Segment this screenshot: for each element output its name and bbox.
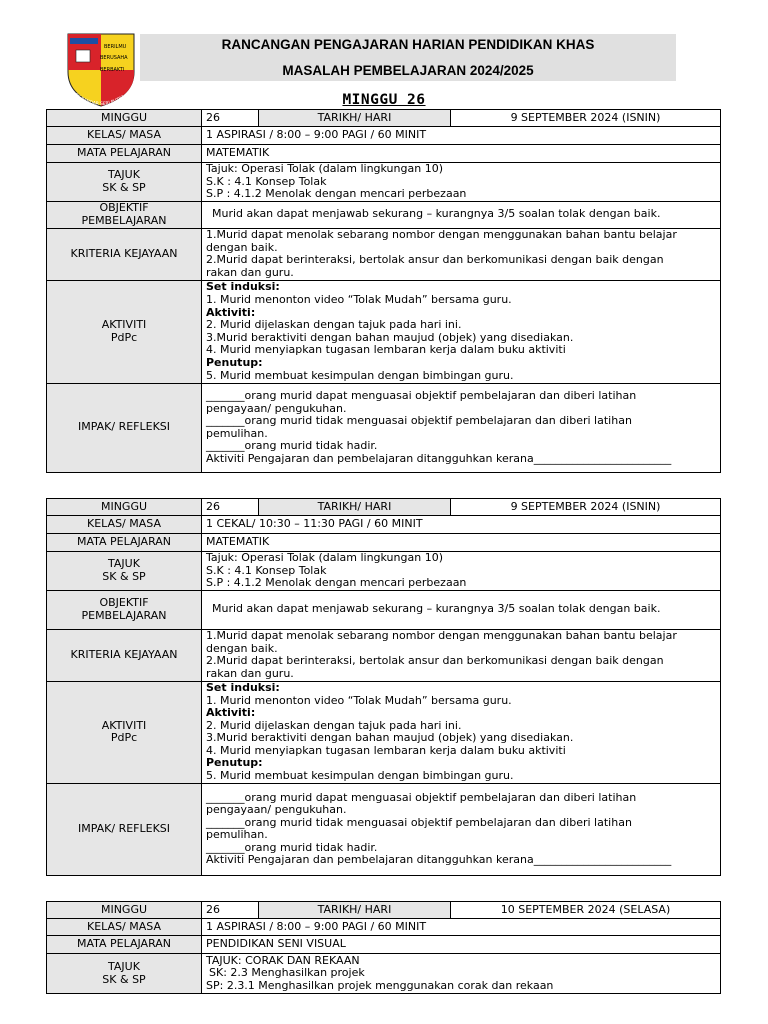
impak-label: IMPAK/ REFLEKSI bbox=[47, 383, 202, 472]
tajuk-value: Tajuk: Operasi Tolak (dalam lingkungan 10) S.K : 4.1 Konsep Tolak S.P : 4.1.2 Menolak dengan mencari perbezaan bbox=[202, 163, 721, 202]
impak-label: IMPAK/ REFLEKSI bbox=[47, 783, 202, 875]
kelas-label: KELAS/ MASA bbox=[47, 516, 202, 534]
impak-value: _______orang murid dapat menguasai objektif pembelajaran dan diberi latihan pengayaan/ pengukuhan. _______orang murid tidak menguasai objektif pembelajaran dan diberi latihan pemulihan. _______orang murid tidak hadir. Aktiviti Pengajaran dan pembelajaran ditangguhkan kerana_________________________ bbox=[202, 383, 721, 472]
mata-pelajaran-label: MATA PELAJARAN bbox=[47, 145, 202, 163]
minggu-value: 26 bbox=[202, 499, 259, 516]
mata-pelajaran-label: MATA PELAJARAN bbox=[47, 534, 202, 552]
mata-pelajaran-value: PENDIDIKAN SENI VISUAL bbox=[202, 936, 721, 954]
kelas-value: 1 CEKAL/ 10:30 – 11:30 PAGI / 60 MINIT bbox=[202, 516, 721, 534]
tarikh-label: TARIKH/ HARI bbox=[259, 110, 451, 127]
minggu-label: MINGGU bbox=[47, 499, 202, 516]
svg-text:SK BANDAR SERI PUTRA: SK BANDAR SERI PUTRA bbox=[73, 92, 126, 108]
svg-text:BERILMU: BERILMU bbox=[104, 44, 127, 50]
kelas-value: 1 ASPIRASI / 8:00 – 9:00 PAGI / 60 MINIT bbox=[202, 127, 721, 145]
lesson-plan-table bbox=[46, 109, 721, 473]
tarikh-value: 10 SEPTEMBER 2024 (SELASA) bbox=[451, 902, 721, 919]
aktiviti-label: AKTIVITI PdPc bbox=[47, 280, 202, 383]
minggu-label: MINGGU bbox=[47, 902, 202, 919]
header-title: RANCANGAN PENGAJARAN HARIAN PENDIDIKAN KHAS bbox=[221, 37, 595, 52]
objektif-value: Murid akan dapat menjawab sekurang – kurangnya 3/5 soalan tolak dengan baik. bbox=[202, 590, 721, 629]
minggu-label: MINGGU bbox=[47, 110, 202, 127]
objektif-label: OBJEKTIF PEMBELAJARAN bbox=[47, 590, 202, 629]
tarikh-value: 9 SEPTEMBER 2024 (ISNIN) bbox=[451, 499, 721, 516]
minggu-value: 26 bbox=[202, 902, 259, 919]
kelas-value: 1 ASPIRASI / 8:00 – 9:00 PAGI / 60 MINIT bbox=[202, 919, 721, 936]
tarikh-label: TARIKH/ HARI bbox=[259, 902, 451, 919]
tajuk-label: TAJUK SK & SP bbox=[47, 163, 202, 202]
kriteria-value: 1.Murid dapat menolak sebarang nombor dengan menggunakan bahan bantu belajar dengan baik. 2.Murid dapat berinteraksi, bertolak ansur dan berkomunikasi dengan baik dengan rakan dan guru. bbox=[202, 629, 721, 681]
mata-pelajaran-label: MATA PELAJARAN bbox=[47, 936, 202, 954]
kelas-label: KELAS/ MASA bbox=[47, 127, 202, 145]
tarikh-value: 9 SEPTEMBER 2024 (ISNIN) bbox=[451, 110, 721, 127]
header-subtitle: MASALAH PEMBELAJARAN 2024/2025 bbox=[282, 63, 534, 78]
aktiviti-label: AKTIVITI PdPc bbox=[47, 681, 202, 783]
kriteria-value: 1.Murid dapat menolak sebarang nombor dengan menggunakan bahan bantu belajar dengan baik. 2.Murid dapat berinteraksi, bertolak ansur dan berkomunikasi dengan baik dengan rakan dan guru. bbox=[202, 228, 721, 280]
tajuk-label: TAJUK SK & SP bbox=[47, 954, 202, 994]
kriteria-label: KRITERIA KEJAYAAN bbox=[47, 228, 202, 280]
svg-text:BERBAKTI: BERBAKTI bbox=[100, 67, 125, 73]
tajuk-value: TAJUK: CORAK DAN REKAAN SK: 2.3 Menghasilkan projek SP: 2.3.1 Menghasilkan projek menggunakan corak dan rekaan bbox=[202, 954, 721, 994]
minggu-value: 26 bbox=[202, 110, 259, 127]
mata-pelajaran-value: MATEMATIK bbox=[202, 145, 721, 163]
impak-value: _______orang murid dapat menguasai objektif pembelajaran dan diberi latihan pengayaan/ pengukuhan. _______orang murid tidak menguasai objektif pembelajaran dan diberi latihan pemulihan. _______orang murid tidak hadir. Aktiviti Pengajaran dan pembelajaran ditangguhkan kerana_________________________ bbox=[202, 783, 721, 875]
tajuk-label: TAJUK SK & SP bbox=[47, 552, 202, 591]
kriteria-label: KRITERIA KEJAYAAN bbox=[47, 629, 202, 681]
tajuk-value: Tajuk: Operasi Tolak (dalam lingkungan 10) S.K : 4.1 Konsep Tolak S.P : 4.1.2 Menolak dengan mencari perbezaan bbox=[202, 552, 721, 591]
lesson-plan-table bbox=[46, 901, 721, 994]
objektif-label: OBJEKTIF PEMBELAJARAN bbox=[47, 201, 202, 228]
aktiviti-value: Set induksi: 1. Murid menonton video “Tolak Mudah” bersama guru. Aktiviti: 2. Murid dijelaskan dengan tajuk pada hari ini. 3.Murid beraktiviti dengan bahan maujud (objek) yang disediakan. 4. Murid menyiapkan tugasan lembaran kerja dalam buku aktiviti Penutup: 5. Murid membuat kesimpulan dengan bimbingan guru. bbox=[202, 681, 721, 783]
objektif-value: Murid akan dapat menjawab sekurang – kurangnya 3/5 soalan tolak dengan baik. bbox=[202, 201, 721, 228]
lesson-plan-table bbox=[46, 498, 721, 876]
mata-pelajaran-value: MATEMATIK bbox=[202, 534, 721, 552]
kelas-label: KELAS/ MASA bbox=[47, 919, 202, 936]
tarikh-label: TARIKH/ HARI bbox=[259, 499, 451, 516]
svg-text:BERUSAHA: BERUSAHA bbox=[100, 55, 128, 61]
week-title: MINGGU 26 bbox=[342, 92, 426, 108]
aktiviti-value: Set induksi: 1. Murid menonton video “Tolak Mudah” bersama guru. Aktiviti: 2. Murid dijelaskan dengan tajuk pada hari ini. 3.Murid beraktiviti dengan bahan maujud (objek) yang disediakan. 4. Murid menyiapkan tugasan lembaran kerja dalam buku aktiviti Penutup: 5. Murid membuat kesimpulan dengan bimbingan guru. bbox=[202, 280, 721, 383]
